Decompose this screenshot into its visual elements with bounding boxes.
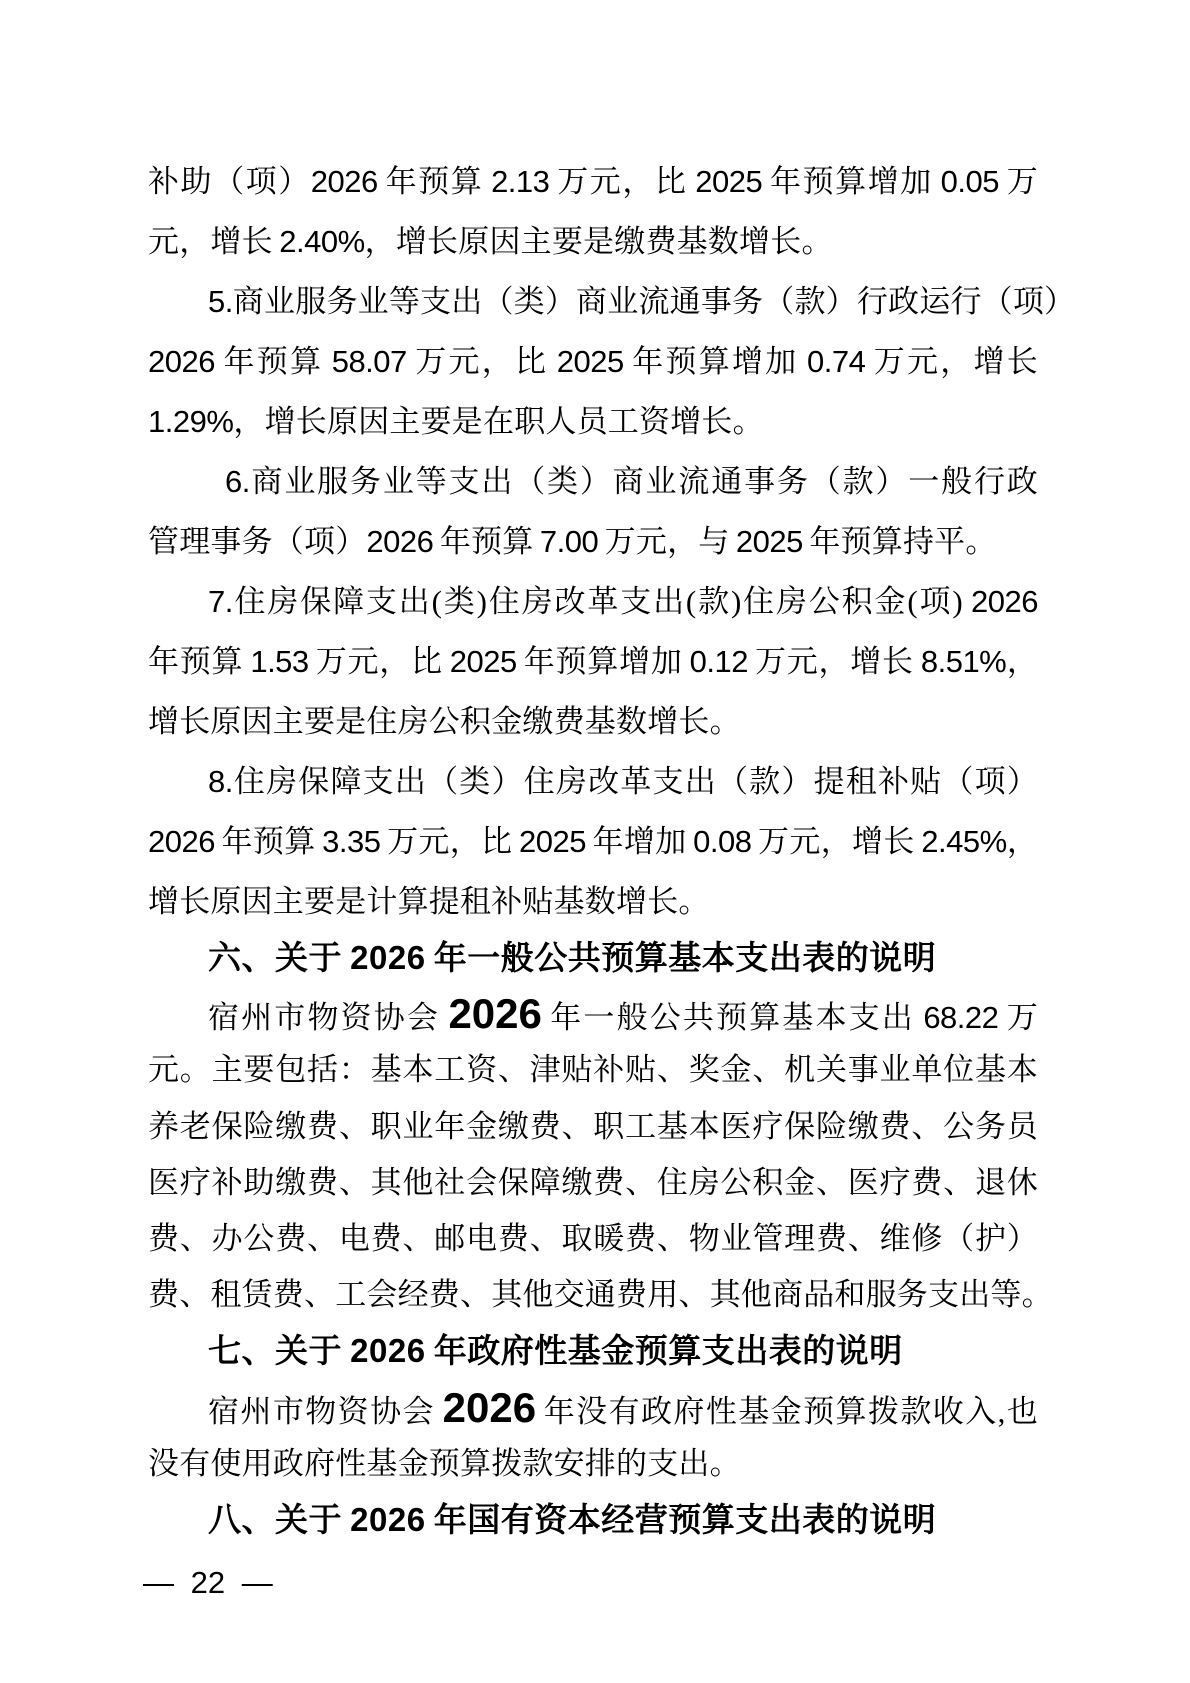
body-text: 七、关于 2026 年政府性基金预算支出表的说明	[208, 1332, 903, 1370]
number-text: 1.29%	[148, 404, 234, 439]
text-line	[148, 1436, 1038, 1492]
text-line	[148, 152, 1038, 212]
body-text: 年预算增加	[516, 644, 690, 679]
number-text: 2.45%	[921, 824, 1007, 859]
body-text: 补助（项）	[148, 164, 311, 199]
body-text: 八、关于 2026 年国有资本经营预算支出表的说明	[208, 1500, 937, 1538]
text-line	[148, 632, 1038, 692]
text-line	[148, 752, 1038, 812]
body-text: 万元，比	[308, 644, 450, 679]
body-text: 养老保险缴费、职业年金缴费、职工基本医疗保险缴费、公务员	[148, 1108, 1038, 1144]
number-text: 2025	[449, 644, 517, 679]
number-text: 6.	[225, 464, 250, 499]
text-line	[148, 1042, 1038, 1098]
body-text: 元。主要包括：基本工资、津贴补贴、奖金、机关事业单位基本	[148, 1052, 1038, 1088]
body-text: 年没有政府性基金预算拨款收入,也	[536, 1393, 1038, 1429]
number-text: 8.	[208, 764, 233, 799]
number-text: 2025	[695, 164, 763, 199]
number-text: 0.74	[806, 344, 866, 379]
text-line	[148, 812, 1038, 872]
number-text: 2026	[148, 344, 215, 379]
body-text: 费、办公费、电费、邮电费、取暖费、物业管理费、维修（护）	[148, 1220, 1038, 1256]
section-heading	[148, 930, 1038, 986]
number-text: 2026	[310, 164, 378, 199]
body-text: 商业服务业等支出（类）商业流通事务（款）一般行政	[249, 464, 1038, 499]
number-text: 2026	[442, 1383, 537, 1431]
body-text: ，	[1006, 824, 1039, 859]
number-text: 2026	[148, 824, 215, 859]
number-text: 7.00	[539, 524, 599, 559]
body-text: 万元，比	[406, 344, 557, 379]
number-text: 2.13	[491, 164, 550, 199]
body-text: 住房保障支出(类)住房改革支出(款)住房公积金(项)	[232, 584, 972, 619]
number-text: 0.08	[693, 824, 752, 859]
page-number: — 22 —	[143, 1565, 273, 1600]
text-line	[148, 452, 1038, 512]
number-text: 2.40%	[279, 224, 365, 259]
body-text: 万元，比	[380, 824, 519, 859]
body-text: 年预算	[214, 344, 332, 379]
body-text: 年预算	[148, 644, 251, 679]
text-line	[148, 1380, 1038, 1436]
body-text: 年预算增加	[623, 344, 807, 379]
body-text: ，	[1006, 644, 1039, 679]
text-line	[148, 572, 1038, 632]
body-text: 六、关于 2026 年一般公共预算基本支出表的说明	[208, 939, 937, 976]
body-text: 万元，与	[598, 524, 736, 559]
body-text: 万	[998, 1000, 1038, 1036]
text-line	[148, 272, 1076, 332]
body-text: 万元，增长	[865, 344, 1038, 379]
section-heading	[148, 1323, 1038, 1379]
body-text: 年预算增加	[762, 164, 941, 199]
body-text: 住房保障支出（类）住房改革支出（款）提租补贴（项）	[232, 764, 1038, 799]
text-line	[148, 872, 1038, 932]
body-text: 宿州市物资协会	[208, 1000, 449, 1036]
number-text: 1.53	[250, 644, 309, 679]
body-text: 增长原因主要是住房公积金缴费基数增长。	[148, 704, 741, 739]
body-text: 增长原因主要是计算提租补贴基数增长。	[148, 884, 710, 919]
body-text: 年预算持平。	[802, 524, 997, 559]
number-text: 5.	[208, 284, 233, 319]
text-line	[148, 512, 1038, 572]
body-text: 万	[999, 164, 1039, 199]
body-text: 医疗补助缴费、其他社会保障缴费、住房公积金、医疗费、退休	[148, 1164, 1038, 1200]
body-text: 万元，增长	[747, 644, 921, 679]
body-text: 万元，增长	[751, 824, 922, 859]
number-text: 58.07	[331, 344, 407, 379]
body-text: 年预算	[433, 524, 540, 559]
number-text: 2026	[448, 990, 542, 1038]
body-text: 元，增长	[148, 224, 280, 259]
number-text: 2025	[518, 824, 586, 859]
body-text: 宿州市物资协会	[208, 1393, 443, 1429]
text-line	[148, 692, 1038, 752]
text-line	[148, 392, 1038, 452]
body-text: 年预算	[214, 824, 323, 859]
document-body-upper	[148, 152, 1076, 932]
number-text: 2026	[366, 524, 434, 559]
text-line	[148, 1267, 1053, 1323]
body-text: 费、租赁费、工会经费、其他交通费用、其他商品和服务支出等。	[148, 1277, 1053, 1313]
number-text: 3.35	[322, 824, 381, 859]
body-text: 商业服务业等支出（类）商业流通事务（款）行政运行（项）	[232, 284, 1076, 319]
body-text: 万元，比	[549, 164, 696, 199]
number-text: 0.12	[689, 644, 748, 679]
section-heading	[148, 1492, 1038, 1548]
text-line	[148, 212, 1038, 272]
document-body-lower	[148, 930, 1053, 1548]
number-text: 7.	[208, 584, 233, 619]
text-line	[148, 1211, 1038, 1267]
body-text: ，增长原因主要是缴费基数增长。	[364, 224, 833, 259]
text-line	[148, 1155, 1038, 1211]
body-text: 年增加	[585, 824, 694, 859]
body-text: 年一般公共预算基本支出	[541, 1000, 924, 1036]
number-text: 0.05	[940, 164, 999, 199]
number-text: 2025	[735, 524, 803, 559]
text-line	[148, 986, 1038, 1042]
number-text: 2025	[556, 344, 624, 379]
body-text: ，增长原因主要是在职人员工资增长。	[233, 404, 764, 439]
text-line	[148, 332, 1038, 392]
number-text: 2026	[971, 584, 1038, 619]
body-text: 年预算	[377, 164, 492, 199]
body-text: 没有使用政府性基金预算拨款安排的支出。	[148, 1445, 741, 1481]
body-text: 管理事务（项）	[148, 524, 367, 559]
number-text: 8.51%	[920, 644, 1007, 679]
text-line	[148, 1099, 1038, 1155]
number-text: 68.22	[923, 1000, 999, 1036]
